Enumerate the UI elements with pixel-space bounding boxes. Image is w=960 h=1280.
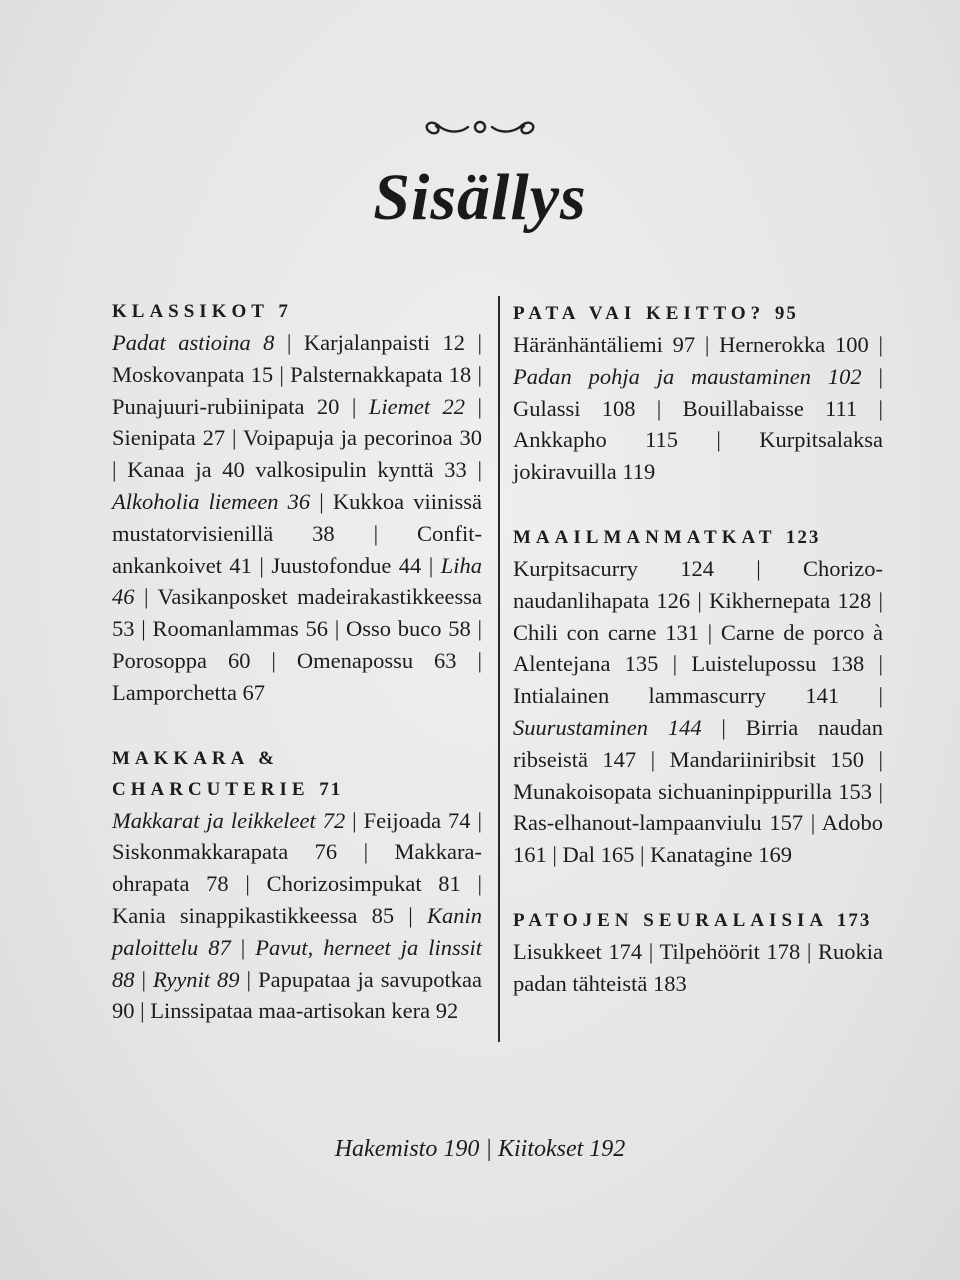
section-entries: [112, 327, 482, 709]
toc-entry: Palsternakkapata 18: [290, 361, 472, 387]
toc-entry: Bouillabaisse 111: [682, 395, 858, 421]
section-entries: [513, 936, 883, 1000]
section-heading-text: PATOJEN SEURALAISIA: [513, 909, 837, 931]
entry-separator: |: [857, 395, 883, 421]
toc-entry: Ankkapho 115: [513, 427, 679, 453]
entry-separator: |: [251, 552, 272, 578]
section-page-number: 173: [836, 909, 872, 931]
section-heading: [513, 905, 883, 936]
entry-separator: |: [642, 938, 660, 964]
footer-thanks-entry: Kiitokset 192: [497, 1136, 626, 1162]
entry-separator: |: [327, 616, 346, 642]
entry-separator: |: [273, 361, 291, 387]
toc-right-column: [513, 298, 883, 1034]
toc-entry: Feijoada 74: [363, 807, 471, 833]
section-entries: [513, 553, 883, 871]
entry-separator: |: [871, 587, 883, 613]
toc-entry: Siskonmakkarapata 76: [112, 839, 338, 865]
section-page-number: 123: [785, 526, 821, 548]
entry-separator: |: [868, 332, 883, 357]
entry-separator: |: [698, 619, 721, 645]
page-title: Sisällys: [373, 161, 587, 234]
toc-entry: Gulassi 108: [513, 395, 636, 421]
toc-entry: Kurpitsacurry 124: [513, 555, 714, 581]
toc-entry: Padan pohja ja maustaminen 102: [513, 363, 862, 389]
column-divider: [498, 296, 500, 1042]
toc-entry: Voipapuja ja pecorinoa 30: [243, 425, 483, 451]
toc-entry: Kanin paloittelu 87: [112, 902, 482, 960]
toc-entry: Dal 165: [562, 842, 635, 868]
section-heading-text: MAAILMANMATKAT: [513, 526, 786, 548]
toc-entry: Ruokia padan tähteistä 183: [513, 938, 883, 996]
entry-separator: |: [695, 332, 720, 357]
entry-separator: |: [345, 807, 364, 833]
toc-entry: Alkoholia liemeen 36: [112, 488, 311, 514]
toc-entry: Kukkoa viinissä mustatorvisienillä 38: [112, 488, 482, 546]
entry-separator: |: [466, 457, 482, 483]
toc-entry: Kurpitsalaksa jokiravuilla 119: [513, 427, 883, 485]
toc-entry: Moskovanpata 15: [112, 361, 274, 387]
entry-separator: |: [421, 552, 441, 578]
entry-separator: |: [800, 938, 818, 964]
toc-entry: Papupataa ja savupotkaa 90: [112, 966, 482, 1024]
section-heading: [112, 296, 482, 327]
entry-separator: |: [337, 839, 395, 865]
toc-entry: Confit-ankankoivet 41: [112, 520, 482, 578]
section-heading: [513, 298, 883, 329]
toc-entry: Luistelupossu 138: [691, 651, 865, 677]
entry-separator: |: [112, 457, 128, 483]
entry-separator: |: [339, 393, 369, 419]
section-heading-text: PATA VAI KEITTO?: [513, 303, 775, 324]
toc-entry: Liemet 22: [368, 393, 466, 419]
entry-separator: |: [546, 842, 563, 868]
entry-separator: |: [394, 902, 427, 928]
toc-entry: Liha 46: [112, 552, 482, 610]
toc-entry: Makkarat ja leikkeleet 72: [112, 807, 346, 833]
entry-separator: |: [636, 746, 670, 772]
toc-entry: Carne de porco à Alentejana 135: [513, 619, 883, 677]
entry-separator: |: [134, 584, 158, 610]
toc-entry: Pavut, herneet ja linssit 88: [112, 934, 482, 992]
footer-index-entry: Hakemisto 190: [334, 1136, 480, 1162]
toc-entry: Padat astioina 8: [112, 330, 275, 355]
toc-entry: Sienipata 27: [112, 425, 226, 451]
toc-entry: Lisukkeet 174: [513, 938, 643, 964]
entry-separator: |: [658, 651, 692, 677]
entry-separator: |: [634, 842, 651, 868]
entry-separator: |: [334, 520, 417, 546]
toc-entry: Makkara-ohrapata 78: [112, 839, 482, 897]
section-page-number: 95: [774, 303, 798, 324]
flourish-ornament: [0, 112, 960, 142]
toc-entry: Munakoisopata sichuaninpippurilla 153: [513, 778, 873, 804]
entry-separator: |: [839, 683, 883, 709]
entry-separator: |: [678, 427, 760, 453]
toc-entry: Juustofondue 44: [271, 552, 422, 578]
toc-entry: Intialainen lammascurry 141: [513, 683, 840, 709]
toc-section: [112, 743, 482, 1028]
entry-separator: |: [803, 810, 822, 836]
entry-separator: |: [134, 998, 151, 1024]
toc-entry: Punajuuri-rubiinipata 20: [112, 393, 340, 419]
toc-entry: Kanatagine 169: [650, 842, 792, 868]
toc-entry: Kanaa ja 40 valkosipulin kynttä 33: [127, 457, 467, 483]
entry-separator: |: [310, 488, 333, 514]
toc-entry: Suurustaminen 144: [513, 714, 702, 740]
entry-separator: |: [134, 616, 153, 642]
toc-entry: Lamporchetta 67: [112, 679, 266, 705]
section-entries: [112, 805, 482, 1028]
toc-entry: Tilpehöörit 178: [659, 938, 801, 964]
section-entries: [513, 329, 883, 488]
toc-footer: [0, 1136, 960, 1163]
toc-section: [513, 298, 883, 488]
section-heading: [513, 522, 883, 553]
toc-entry: Chili con carne 131: [513, 619, 699, 645]
entry-separator: |: [690, 587, 710, 613]
toc-entry: Chorizosimpukat 81: [266, 871, 461, 897]
footer-separator: |: [485, 1136, 492, 1162]
section-page-number: 71: [319, 778, 343, 800]
entry-separator: |: [861, 363, 883, 389]
toc-section: [513, 522, 883, 871]
section-heading: [112, 743, 482, 805]
toc-entry: Roomanlammas 56: [152, 616, 328, 642]
toc-entry: Chorizo-naudanlihapata 126: [513, 555, 883, 613]
toc-entry: Linssipataa maa-artisokan kera 92: [150, 998, 459, 1024]
entry-separator: |: [465, 330, 482, 355]
entry-separator: |: [230, 934, 256, 960]
entry-separator: |: [228, 871, 267, 897]
entry-separator: |: [872, 778, 883, 804]
toc-entry: Kikhernepata 128: [709, 587, 872, 613]
section-heading-text: KLASSIKOT: [112, 301, 279, 322]
entry-separator: |: [250, 647, 297, 673]
toc-entry: Ryynit 89: [153, 966, 240, 992]
entry-separator: |: [274, 330, 304, 355]
entry-separator: |: [713, 555, 804, 581]
entry-separator: |: [701, 714, 746, 740]
entry-separator: |: [456, 647, 482, 673]
toc-entry: Hernerokka 100: [719, 332, 869, 357]
section-heading-text: MAKKARA & CHARCUTERIE: [112, 747, 320, 800]
entry-separator: |: [471, 361, 482, 387]
toc-entry: Vasikanposket madeirakastikkeessa 53: [112, 584, 482, 642]
entry-separator: |: [239, 966, 259, 992]
toc-entry: Karjalanpaisti 12: [303, 330, 466, 355]
toc-entry: Adobo 161: [513, 810, 883, 868]
toc-entry: Ras-elhanout-lampaanviulu 157: [513, 810, 804, 836]
entry-separator: |: [225, 425, 244, 451]
toc-entry: Birria naudan ribseistä 147: [513, 714, 883, 772]
entry-separator: |: [864, 746, 883, 772]
entry-separator: |: [864, 651, 883, 677]
toc-entry: Porosoppa 60: [112, 647, 251, 673]
toc-section: [513, 905, 883, 1000]
toc-left-column: [112, 296, 482, 1061]
entry-separator: |: [134, 966, 153, 992]
toc-section: [112, 296, 482, 709]
entry-separator: |: [470, 616, 482, 642]
toc-entry: Häränhäntäliemi 97: [513, 332, 696, 357]
toc-entry: Omenapossu 63: [296, 647, 457, 673]
entry-separator: |: [460, 871, 482, 897]
entry-separator: |: [465, 393, 482, 419]
section-page-number: 7: [278, 301, 290, 322]
toc-entry: Kania sinappikastikkeessa 85: [112, 902, 395, 928]
toc-entry: Mandariiniribsit 150: [669, 746, 865, 772]
entry-separator: |: [470, 807, 482, 833]
entry-separator: |: [635, 395, 683, 421]
toc-entry: Osso buco 58: [345, 616, 471, 642]
